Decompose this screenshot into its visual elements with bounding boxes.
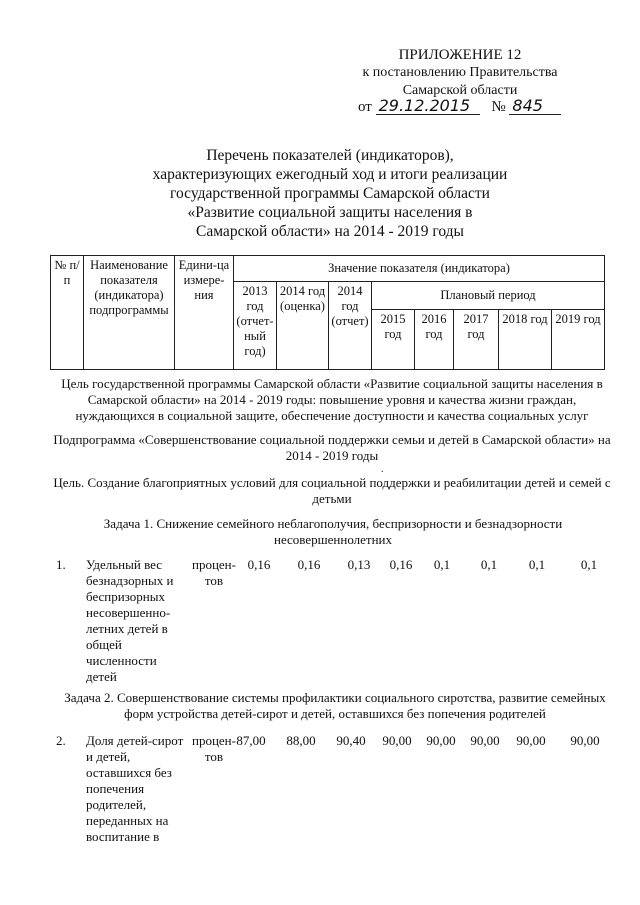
header-plan-period: Плановый период xyxy=(372,282,605,310)
value-2016: 0,1 xyxy=(433,557,451,572)
row-unit: процен-тов xyxy=(192,557,236,588)
subprogram-title: Подпрограмма «Совершенствование социальной поддержки семьи и детей в Самарской области» на 2014 - 2019 годы xyxy=(53,432,611,463)
program-goal: Цель государственной программы Самарской области «Развитие социальной защиты населения в Самарской области» на 2014 - 2019 годы: повышение уровня и качества жизни граждан, нуждающихся в социальной защите, обеспечение доступности и качества социальных услуг xyxy=(61,376,603,423)
value-2019: 0,1 xyxy=(580,557,598,572)
indicators-table-header xyxy=(50,255,605,370)
value-2013: 87,00 xyxy=(236,733,266,748)
row-indicator-name: Удельный вес безнадзорных и беспризорных несовершенно-летних детей в общей численности детей xyxy=(86,557,174,684)
row-indicator-name: Доля детей-сирот и детей, оставшихся без попечения родителей, переданных на воспитание в xyxy=(86,733,184,844)
title-line: характеризующих ежегодный ход и итоги реализации xyxy=(152,166,508,183)
header-num: № п/п xyxy=(51,256,84,370)
header-2019: 2019 год xyxy=(552,310,605,370)
value-2014-estimate: 0,16 xyxy=(297,557,321,572)
row-unit: процен-тов xyxy=(192,733,236,764)
value-2015: 90,00 xyxy=(382,733,412,748)
header-value: Значение показателя (индикатора) xyxy=(234,256,605,282)
title-line: «Развитие социальной защиты населения в xyxy=(187,204,473,221)
task-1: Задача 1. Снижение семейного неблагополучия, беспризорности и безнадзорности несовершеннолетних xyxy=(103,516,563,547)
header-unit: Едини-ца измере-ния xyxy=(175,256,234,370)
value-2015: 0,16 xyxy=(389,557,413,572)
value-2017: 0,1 xyxy=(480,557,498,572)
value-2018: 0,1 xyxy=(528,557,546,572)
header-2018: 2018 год xyxy=(499,310,552,370)
header-name: Наименование показателя (индикатора) подпрограммы xyxy=(84,256,175,370)
value-2014-estimate: 88,00 xyxy=(286,733,316,748)
from-label: от xyxy=(358,99,372,115)
appendix-reference xyxy=(358,98,561,116)
header-2015: 2015 год xyxy=(372,310,415,370)
handwritten-number: 845 xyxy=(509,98,561,115)
appendix-line3: Самарской области xyxy=(402,83,518,98)
title-line: государственной программы Самарской области xyxy=(170,185,490,202)
title-line: Перечень показателей (индикаторов), xyxy=(206,147,454,164)
value-2017: 90,00 xyxy=(470,733,500,748)
row-number: 2. xyxy=(56,733,66,748)
document-title xyxy=(120,146,540,241)
stray-dot: . xyxy=(381,464,384,475)
task-2: Задача 2. Совершенствование системы профилактики социального сиротства, развитие семейных форм устройства детей-сирот и детей, оставшихся без попечения родителей xyxy=(64,690,606,721)
row-number: 1. xyxy=(56,557,66,572)
value-2013: 0,16 xyxy=(247,557,271,572)
title-line: Самарской области» на 2014 - 2019 годы xyxy=(196,223,464,240)
header-2014-report: 2014 год (отчет) xyxy=(329,282,372,370)
value-2019: 90,00 xyxy=(570,733,600,748)
header-2017: 2017 год xyxy=(454,310,499,370)
header-2014-estimate: 2014 год (оценка) xyxy=(277,282,329,370)
appendix-block xyxy=(330,46,590,100)
appendix-line2: к постановлению Правительства xyxy=(362,65,558,80)
header-2016: 2016 год xyxy=(415,310,454,370)
subprogram-goal: Цель. Создание благоприятных условий для социальной поддержки и реабилитации детей и семей с детьми xyxy=(53,475,611,506)
value-2016: 90,00 xyxy=(426,733,456,748)
value-2014-report: 0,13 xyxy=(347,557,371,572)
handwritten-date: 29.12.2015 xyxy=(376,98,480,115)
value-2018: 90,00 xyxy=(516,733,546,748)
value-2014-report: 90,40 xyxy=(336,733,366,748)
number-label: № xyxy=(491,99,506,115)
header-2013: 2013 год (отчет-ный год) xyxy=(234,282,277,370)
appendix-title: ПРИЛОЖЕНИЕ 12 xyxy=(398,47,522,63)
